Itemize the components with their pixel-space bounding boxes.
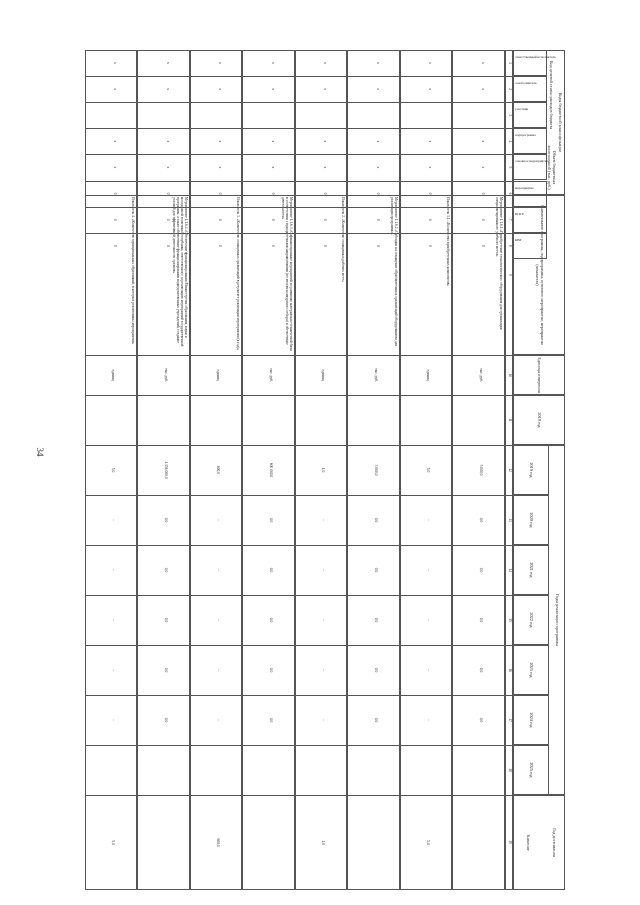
col-number: 5: [508, 166, 512, 169]
row-value: 600,0: [216, 465, 221, 475]
row-value: 0,0: [269, 667, 273, 673]
code-cell: x: [271, 62, 275, 64]
row-value: 0,0: [164, 517, 168, 523]
row-title: Мероприятие 1.1.6.3 «Софинансирование мероприятий по развитию материально-технической базы в соответствии с приоритетными направлениями (по итогам конкурсного отбора) и обеспечение деятельности»: [280, 197, 293, 351]
code-cell: 0: [481, 218, 485, 221]
code-cell: x: [428, 166, 433, 169]
code-cell: x: [113, 140, 118, 143]
code-cell: x: [166, 166, 170, 169]
year-head: 2025 год: [529, 762, 535, 778]
code-col-label: мероприятие: [515, 185, 534, 190]
code-cell: x: [481, 140, 485, 143]
row-value: 0,0: [374, 667, 378, 673]
code-cell: x: [376, 88, 380, 91]
code-cell: 0: [481, 244, 485, 247]
row-value: -: [321, 519, 326, 521]
column-divider: [85, 645, 513, 646]
code-cell: 0: [271, 244, 275, 247]
row-value: 0,0: [479, 617, 483, 623]
code-cell: x: [218, 140, 223, 143]
code-cell: x: [481, 88, 485, 91]
row-value: -: [111, 719, 116, 721]
code-cell: 0: [166, 218, 170, 221]
col-number: 15: [508, 618, 512, 622]
code-cell: x: [323, 88, 328, 91]
row-result: 5,0: [426, 840, 431, 845]
code-col-label: КВР: [515, 237, 522, 242]
code-cell: x: [428, 140, 433, 143]
page-number: 34: [35, 447, 45, 457]
row-value: 0,0: [269, 617, 273, 623]
row-result: 600,0: [216, 838, 221, 847]
code-col-label: соисполнитель: [515, 81, 537, 86]
code-cell: 0: [376, 192, 380, 195]
row-unit: тыс. руб.: [164, 368, 168, 382]
row-value: 0,0: [374, 517, 378, 523]
row-value: -: [321, 669, 326, 671]
code-col-header-cell: [513, 50, 556, 76]
code-cell: 0: [218, 218, 223, 221]
col-number: 13: [508, 518, 512, 522]
col-number: 3: [508, 114, 512, 117]
column-divider: [85, 695, 513, 696]
code-cell: 0: [218, 244, 223, 247]
row-value: -: [426, 669, 431, 671]
row-value: 5 000,0: [479, 464, 483, 476]
row-value: -: [426, 519, 431, 521]
code-cell: 0: [428, 244, 433, 247]
row-value: -: [426, 719, 431, 721]
row-value: 0,0: [164, 567, 168, 573]
column-divider: [85, 495, 513, 496]
year-head: 2023 год: [529, 662, 535, 678]
codes-title: Коды бюджетной классификации: [558, 92, 564, 153]
code-cell: x: [218, 88, 223, 91]
row-value: -: [216, 669, 221, 671]
row-value: -: [111, 669, 116, 671]
code-col-header-cell: [513, 181, 547, 207]
code-cell: 0: [323, 244, 328, 247]
code-divider: [85, 128, 513, 129]
col-number: 6: [508, 192, 512, 195]
code-cell: x: [113, 166, 118, 169]
code-divider: [85, 102, 513, 103]
row-value: -: [321, 719, 326, 721]
code-col-label: основное мероприятие: [515, 159, 549, 164]
rotated-table-wrapper: [85, 50, 565, 890]
row-value: -: [216, 519, 221, 521]
row-value: 0,0: [374, 717, 378, 723]
row-value: 5,0: [426, 467, 431, 473]
code-cell: 0: [113, 244, 118, 247]
row-value: 600 000,0: [269, 462, 273, 478]
code-cell: 0: [428, 218, 433, 221]
row-title: Мероприятие 1.1.6.4 «Обеспечение функционирования Министерства образования, науки и молодежной политики Республики, ответственного за реализацию мероприятий государственной программы, а также обеспечение функционирования подведомственных учреждений, создание условий для эффективной деятельности органов»: [171, 197, 188, 347]
code-cell: 0: [376, 218, 380, 221]
column-divider: [85, 395, 513, 396]
code-col-header-cell: [513, 233, 547, 259]
row-value: 0,0: [164, 667, 168, 673]
row-unit: единиц: [216, 369, 221, 381]
finance-header: Объем бюджетных ассигнований (тыс. руб.): [547, 145, 557, 190]
row-result: 1,0: [321, 840, 326, 845]
code-cell: x: [323, 166, 328, 169]
col-number: 10: [508, 373, 512, 377]
code-col-label: подпрограмма: [515, 133, 536, 138]
code-col-label: ответственный исполнитель: [515, 55, 556, 59]
row-value: 0,0: [479, 667, 483, 673]
row-value: 1,0: [321, 467, 326, 473]
code-col-label: участник: [515, 107, 529, 112]
row-value: 0,0: [269, 517, 273, 523]
row-value: -: [321, 619, 326, 621]
year-head: 2019 год: [529, 462, 535, 478]
col-number: 14: [508, 568, 512, 572]
col-number: 19: [508, 840, 512, 844]
row-unit: тыс. руб.: [269, 368, 273, 382]
code-cell: x: [113, 62, 118, 64]
row-result: 5,0: [111, 840, 116, 845]
year-head: 2020 год: [529, 512, 535, 528]
row-value: -: [321, 569, 326, 571]
col-number: 17: [508, 718, 512, 722]
years-header: Годы реализации программы: [555, 594, 561, 646]
code-cell: 0: [323, 192, 328, 195]
row-unit: единиц: [111, 369, 116, 381]
col-number: 7: [508, 218, 512, 221]
code-cell: 0: [166, 192, 170, 195]
col-number: 4: [508, 140, 512, 143]
code-cell: x: [323, 62, 328, 64]
code-cell: 0: [113, 192, 118, 195]
row-value: 0,0: [479, 517, 483, 523]
code-cell: x: [113, 88, 118, 91]
row-value: -: [216, 619, 221, 621]
code-cell: x: [218, 166, 223, 169]
code-divider: [85, 181, 513, 182]
code-cell: 0: [376, 244, 380, 247]
col-number: 9: [508, 274, 512, 276]
code-cell: x: [271, 88, 275, 91]
column-divider: [85, 445, 513, 446]
row-value: -: [426, 619, 431, 621]
code-cell: x: [481, 166, 485, 169]
code-cell: x: [166, 62, 170, 64]
row-unit: единиц: [321, 369, 326, 381]
row-value: 0,0: [269, 717, 273, 723]
code-cell: 0: [323, 218, 328, 221]
column-divider: [85, 795, 513, 796]
row-title: Показатель 1.1. «Количество приобретенных комплектов»: [446, 197, 451, 287]
goal-text: Код целевой статьи расходов бюджета: [549, 60, 555, 130]
row-value: 0,0: [374, 567, 378, 573]
col-number: 2: [508, 88, 512, 91]
row-title: Показатель 4. «Количество муниципальных образований, в которых реализованы мероприятия»: [131, 197, 136, 345]
code-divider: [85, 76, 513, 77]
year-head: 2021 год: [529, 562, 535, 578]
unit-header: Единица измерения: [537, 357, 543, 393]
column-divider: [85, 355, 513, 356]
title-header: Наименование программы, подпрограммы, основного мероприятия, мероприятия (показателя): [535, 205, 545, 345]
code-cell: x: [218, 62, 223, 64]
code-cell: x: [428, 88, 433, 91]
column-divider: [85, 745, 513, 746]
code-cell: x: [428, 62, 433, 64]
code-cell: x: [271, 166, 275, 169]
row-title: Мероприятие 1.1.6.1 «Приобретение технологического оборудования для организации специализированного учебного места»: [494, 197, 503, 330]
code-cell: 0: [218, 192, 223, 195]
col-number: 1: [508, 62, 512, 64]
row-value: 0,0: [374, 617, 378, 623]
column-divider: [85, 595, 513, 596]
row-unit: тыс. руб.: [479, 368, 483, 382]
year2019-header: 2019 год: [537, 412, 543, 428]
year-head: 2022 год: [529, 612, 535, 628]
col-number: 16: [508, 668, 512, 672]
code-cell: 0: [166, 244, 170, 247]
row-value: 0,0: [479, 567, 483, 573]
code-cell: 0: [113, 218, 118, 221]
column-divider: [85, 545, 513, 546]
code-cell: x: [166, 88, 170, 91]
code-cell: 0: [271, 218, 275, 221]
row-value: 0,0: [479, 717, 483, 723]
result-header: Год достижения: [552, 828, 558, 857]
code-col-header-cell: [513, 76, 547, 102]
code-cell: 0: [481, 192, 485, 195]
row-value: -: [111, 519, 116, 521]
row-title: Показатель 2. «Количество оснащенных рабочих мест»: [341, 197, 346, 282]
col-number: 8: [508, 244, 512, 247]
row-value: -: [111, 619, 116, 621]
code-col-label: КЦСР: [515, 211, 524, 216]
code-cell: x: [481, 62, 485, 64]
code-cell: x: [376, 140, 380, 143]
row-value: -: [216, 569, 221, 571]
row-value: -: [426, 569, 431, 571]
result-sub: Значение: [526, 834, 532, 851]
code-cell: x: [323, 140, 328, 143]
row-value: 0,0: [269, 567, 273, 573]
code-col-header-cell: [513, 207, 547, 233]
row-value: 0,0: [164, 617, 168, 623]
col-number: 12: [508, 468, 512, 472]
code-cell: 0: [428, 192, 433, 195]
column-divider: [85, 195, 513, 196]
row-unit: тыс. руб.: [374, 368, 378, 382]
code-cell: 0: [271, 192, 275, 195]
row-value: 3 000,0: [374, 464, 378, 476]
row-value: -: [216, 719, 221, 721]
program-table: [85, 50, 565, 890]
code-cell: x: [376, 166, 380, 169]
code-divider: [85, 154, 513, 155]
code-cell: x: [166, 140, 170, 143]
code-divider: [85, 207, 513, 208]
row-value: -: [111, 569, 116, 571]
row-title: Показатель 3. «Количество оснащенных организаций в результате реализации мероприятия (в год)»: [236, 197, 241, 351]
code-cell: x: [376, 62, 380, 64]
row-title: Мероприятие 1.1.6.2 «Субсидии на оснащение образовательных организаций оборудованием для реализации программы»: [389, 197, 398, 346]
col-number: 11: [508, 418, 512, 422]
row-value: 5,0: [111, 467, 116, 473]
row-value: 1 156 000,0: [164, 461, 168, 479]
code-cell: x: [271, 140, 275, 143]
row-value: 0,0: [164, 717, 168, 723]
code-divider: [85, 233, 513, 234]
col-number: 18: [508, 768, 512, 772]
row-unit: единиц: [426, 369, 431, 381]
year-head: 2024 год: [529, 712, 535, 728]
